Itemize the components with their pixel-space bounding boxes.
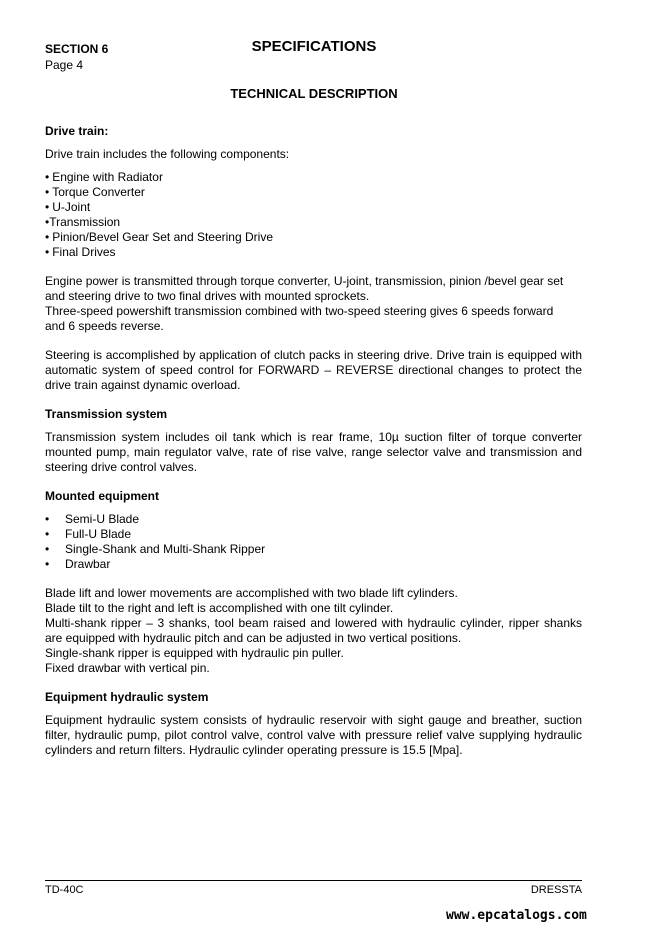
text-line: and 6 speeds reverse. (45, 319, 164, 333)
list-item: • Single-Shank and Multi-Shank Ripper (45, 542, 582, 557)
list-item: • Transmission (45, 215, 582, 230)
text-line: Single-shank ripper is equipped with hydraulic pin puller. (45, 646, 344, 660)
page-subtitle: TECHNICAL DESCRIPTION (230, 86, 398, 101)
footer-divider (45, 880, 582, 881)
text-line: Multi-shank ripper – 3 shanks, tool beam raised and lowered with hydraulic cylinder, ripper shanks are equipped with hydraulic pitch and can be adjusted in two vertical positions. (45, 616, 582, 645)
list-item: • Semi-U Blade (45, 512, 582, 527)
mounted-equipment-list (45, 512, 582, 572)
list-item: • Drawbar (45, 557, 582, 572)
list-item: • Pinion/Bevel Gear Set and Steering Drive (45, 230, 582, 245)
list-item: • Engine with Radiator (45, 170, 582, 185)
text-line: Blade tilt to the right and left is accomplished with one tilt cylinder. (45, 601, 394, 615)
text-line: and steering drive to two final drives with mounted sprockets. (45, 289, 370, 303)
text-line: Engine power is transmitted through torque converter, U-joint, transmission, pinion /bevel gear set (45, 274, 564, 288)
footer-model: TD-40C (45, 884, 84, 896)
text-line: Three-speed powershift transmission combined with two-speed steering gives 6 speeds forward (45, 304, 554, 318)
list-item: • Final Drives (45, 245, 582, 260)
list-item: • Full-U Blade (45, 527, 582, 542)
hydraulic-heading: Equipment hydraulic system (45, 690, 209, 704)
text-line: Fixed drawbar with vertical pin. (45, 661, 210, 675)
page-title: SPECIFICATIONS (251, 38, 377, 55)
drive-train-list (45, 170, 582, 260)
drive-train-paragraph-2: Steering is accomplished by application of clutch packs in steering drive. Drive train is equipped with automatic system of speed control for FORWARD – REVERSE directional changes to protect the drive train against dynamic overload. (45, 348, 582, 392)
document-body (45, 124, 582, 758)
drive-train-heading: Drive train: (45, 124, 109, 138)
watermark-url: www.epcatalogs.com (446, 908, 587, 923)
drive-train-paragraph-1 (45, 274, 582, 334)
section-label: SECTION 6 (45, 42, 109, 56)
hydraulic-paragraph: Equipment hydraulic system consists of hydraulic reservoir with sight gauge and breather, suction filter, hydraulic pump, pilot control valve, control valve with pressure relief valve supplying hydraulic cylinders and return filters. Hydraulic cylinder operating pressure is 15.5 [Mpa]. (45, 713, 582, 757)
transmission-paragraph: Transmission system includes oil tank which is rear frame, 10µ suction filter of torque converter mounted pump, main regulator valve, rate of rise valve, range selector valve and transmission and steering drive control valves. (45, 430, 582, 474)
text-line: Blade lift and lower movements are accomplished with two blade lift cylinders. (45, 586, 458, 600)
list-item: • Torque Converter (45, 185, 582, 200)
transmission-heading: Transmission system (45, 407, 168, 421)
mounted-equipment-text (45, 586, 582, 676)
footer-brand: DRESSTA (530, 884, 582, 896)
mounted-equipment-heading: Mounted equipment (45, 489, 159, 503)
list-item: • U-Joint (45, 200, 582, 215)
drive-train-intro: Drive train includes the following components: (45, 147, 290, 161)
page-number: Page 4 (45, 58, 84, 72)
